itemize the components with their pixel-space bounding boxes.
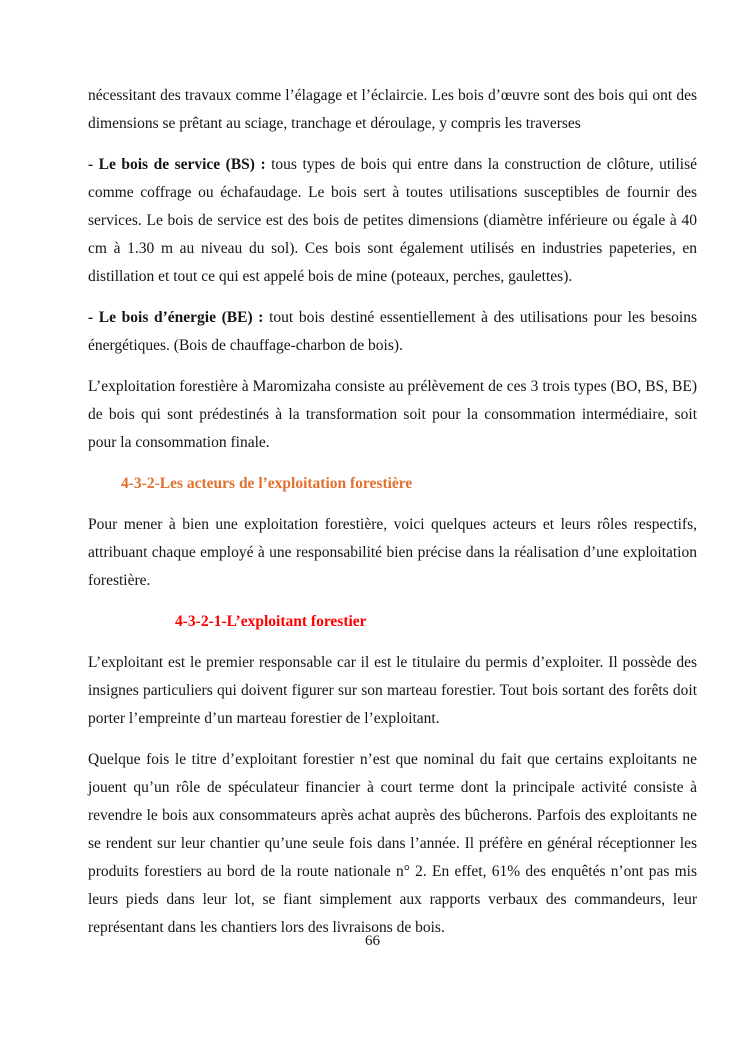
- paragraph-acteurs-intro: Pour mener à bien une exploitation forestière, voici quelques acteurs et leurs rôles respectifs, attribuant chaque employé à une responsabilité bien précise dans la réalisation d’une exploitation forestière.: [88, 516, 697, 589]
- section-heading: 4-3-2-Les acteurs de l’exploitation forestière: [121, 475, 413, 492]
- bois-energie-term: - Le bois d’énergie (BE) :: [88, 309, 264, 326]
- paragraph-bois-oeuvre: nécessitant des travaux comme l’élagage et l’éclaircie. Les bois d’œuvre sont des bois qui ont des dimensions se prêtant au sciage, tranchage et déroulage, y compris les traverses: [88, 87, 697, 132]
- bois-service-definition: tous types de bois qui entre dans la construction de clôture, utilisé comme coffrage ou échafaudage. Le bois sert à toutes utilisations susceptibles de fournir des services. Le bois de service est des bois de petites dimensions (diamètre inférieure ou égale à 40 cm à 1.30 m au niveau du sol). Ces bois sont également utilisés en industries papeteries, en distillation et tout ce qui est appelé bois de mine (poteaux, perches, gaulettes).: [88, 156, 697, 285]
- subsection-heading: 4-3-2-1-L’exploitant forestier: [175, 613, 367, 630]
- paragraph-exploitant-desc: L’exploitant est le premier responsable car il est le titulaire du permis d’exploiter. Il possède des insignes particuliers qui doivent figurer sur son marteau forestier. Tout bois sortant des forêts doit porter l’empreinte d’un marteau forestier de l’exploitant.: [88, 654, 697, 727]
- paragraph-bois-energie: [88, 304, 697, 360]
- bois-energie-definition: tout bois destiné essentiellement à des utilisations pour les besoins énergétiques. (Bois de chauffage-charbon de bois).: [88, 309, 698, 354]
- page-content: [88, 82, 697, 955]
- bois-service-term: - Le bois de service (BS) :: [88, 156, 266, 173]
- page-number: 66: [365, 933, 380, 949]
- paragraph-bois-service: [88, 151, 697, 291]
- paragraph-exploitant-detail: Quelque fois le titre d’exploitant forestier n’est que nominal du fait que certains exploitants ne jouent qu’un rôle de spéculateur financier à court terme dont la principale activité consiste à revendre le bois aux consommateurs après achat auprès des bûcherons. Parfois des exploitants ne se rendent sur leur chantier qu’une seule fois dans l’année. Il préfère en général réceptionner les produits forestiers au bord de la route nationale n° 2. En effet, 61% des enquêtés n’ont pas mis leurs pieds dans leur lot, se fiant simplement aux rapports verbaux des commandeurs, leur représentant dans les chantiers lors des livraisons de bois.: [88, 751, 697, 936]
- paragraph-exploitation-maromizaha: L’exploitation forestière à Maromizaha consiste au prélèvement de ces 3 trois types (BO, BS, BE) de bois qui sont prédestinés à la transformation soit pour la consommation intermédiaire, soit pour la consommation finale.: [88, 378, 697, 451]
